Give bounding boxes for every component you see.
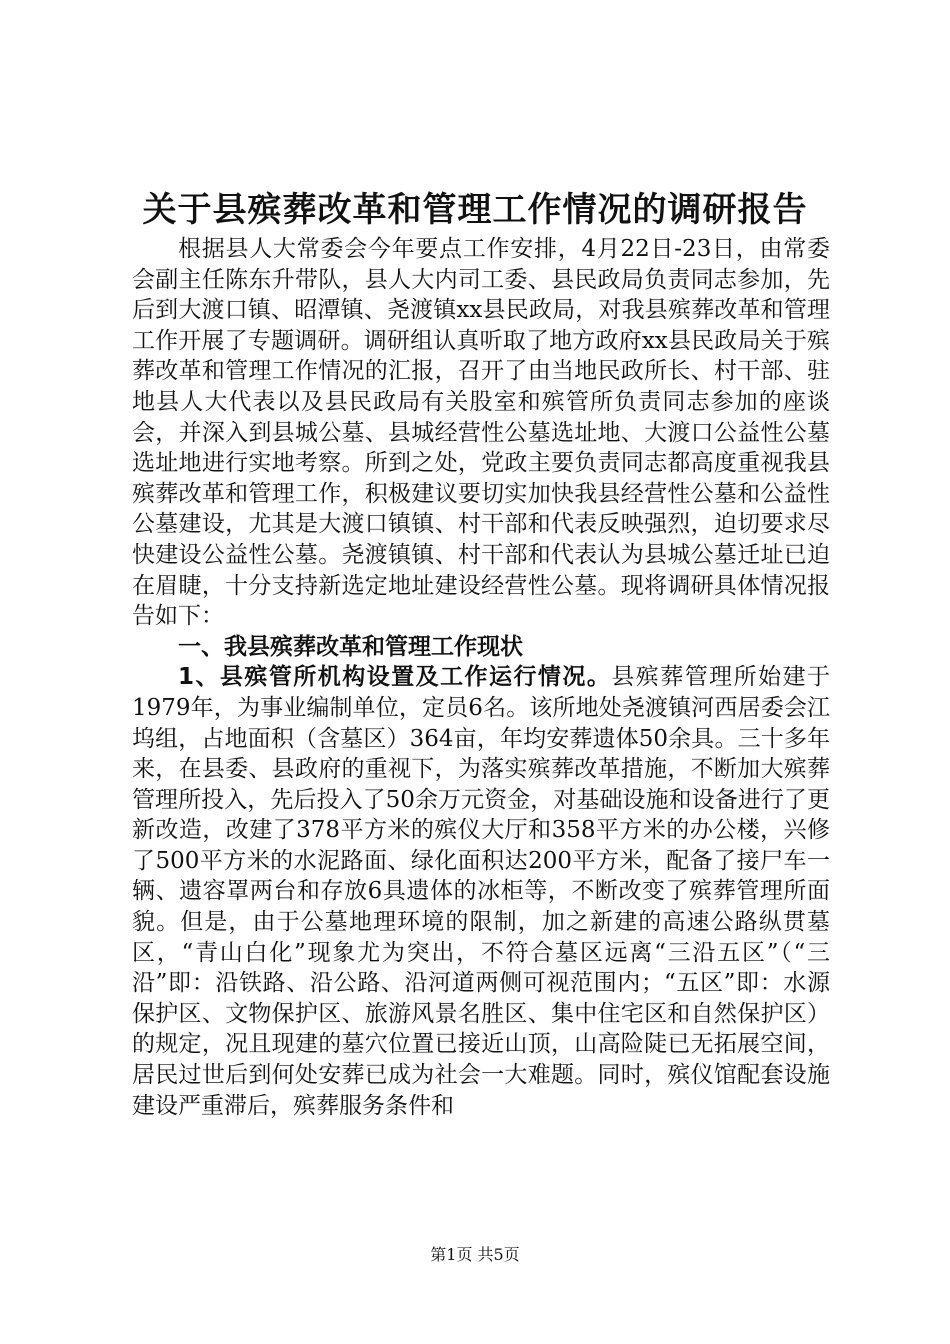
section-heading: 一、我县殡葬改革和管理工作现状 bbox=[178, 633, 523, 660]
document-title: 关于县殡葬改革和管理工作情况的调研报告 bbox=[142, 190, 808, 230]
page-number: 第1页 bbox=[430, 1245, 473, 1264]
item-heading: 1、县殡管所机构设置及工作运行情况。 bbox=[178, 664, 612, 691]
document-body bbox=[132, 234, 830, 1121]
page-total: 共5页 bbox=[477, 1245, 520, 1264]
item-body: 县殡葬管理所始建于1979年，为事业编制单位，定员6名。该所地处尧渡镇河西居委会江坞组，占地面积（含墓区）364亩，年均安葬遗体50余具。三十多年来，在县委、县政府的重视下，为落实殡葬改革措施，不断加大殡葬管理所投入，先后投入了50余万元资金，对基础设施和设备进行了更新改造，改建了378平方米的殡仪大厅和358平方米的办公楼，兴修了500平方米的水泥路面、绿化面积达200平方米，配备了接尸车一辆、遗容罩两台和存放6具遗体的冰柜等，不断改变了殡葬管理所面貌。但是，由于公墓地理环境的限制，加之新建的高速公路纵贯墓区，“青山白化”现象尤为突出，不符合墓区远离“三沿五区”（“三沿”即：沿铁路、沿公路、沿河道两侧可视范围内；“五区”即：水源保护区、文物保护区、旅游风景名胜区、集中住宅区和自然保护区）的规定，况且现建的墓穴位置已接近山顶，山高险陡已无拓展空间，居民过世后到何处安葬已成为社会一大难题。同时，殡仪馆配套设施建设严重滞后，殡葬服务条件和 bbox=[132, 664, 830, 1119]
page-footer bbox=[0, 1244, 950, 1266]
item-paragraph bbox=[132, 662, 830, 1121]
intro-paragraph: 根据县人大常委会今年要点工作安排，4月22日-23日，由常委会副主任陈东升带队，县人大内司工委、县民政局负责同志参加，先后到大渡口镇、昭潭镇、尧渡镇xx县民政局，对我县殡葬改革和管理工作开展了专题调研。调研组认真听取了地方政府xx县民政局关于殡葬改革和管理工作情况的汇报，召开了由当地民政所长、村干部、驻地县人大代表以及县民政局有关股室和殡管所负责同志参加的座谈会，并深入到县城公墓、县城经营性公墓选址地、大渡口公益性公墓选址地进行实地考察。所到之处，党政主要负责同志都高度重视我县殡葬改革和管理工作，积极建议要切实加快我县经营性公墓和公益性公墓建设，尤其是大渡口镇镇、村干部和代表反映强烈，迫切要求尽快建设公益性公墓。尧渡镇镇、村干部和代表认为县城公墓迁址已迫在眉睫，十分支持新选定地址建设经营性公墓。现将调研具体情况报告如下： bbox=[132, 236, 830, 630]
